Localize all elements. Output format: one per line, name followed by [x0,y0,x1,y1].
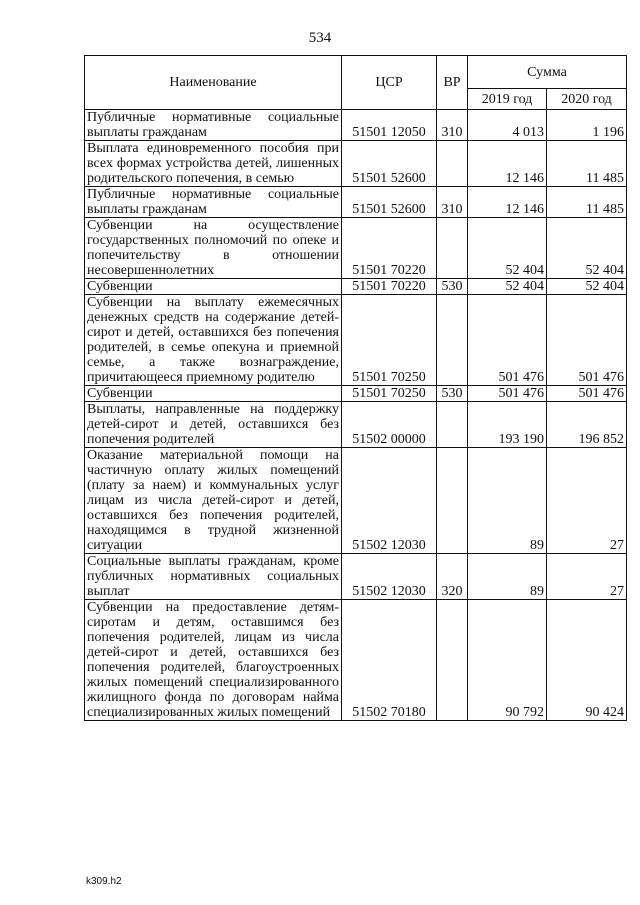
row-name: Публичные нормативные социальные выплаты гражданам [85,110,342,141]
row-sum-2020: 11 485 [547,141,627,187]
table-row [85,187,627,218]
row-name: Субвенции на выплату ежемесячных денежных средств на содержание детей-сирот и детей, оставшихся без попечения родителей, в семье опекуна и приемной семье, а также вознаграждение, причитающееся приемному родителю [85,295,342,386]
table-row [85,554,627,600]
row-csr: 51501 70250 [342,386,437,402]
table-row [85,386,627,402]
table-row [85,218,627,279]
row-sum-2019: 501 476 [468,295,547,386]
row-csr: 51501 70250 [342,295,437,386]
row-csr: 51501 12050 [342,110,437,141]
row-sum-2020: 196 852 [547,402,627,448]
row-vr: 530 [437,279,468,295]
row-sum-2019: 501 476 [468,386,547,402]
row-vr [437,295,468,386]
row-csr: 51502 12030 [342,448,437,554]
budget-table [84,55,627,721]
row-sum-2020: 90 424 [547,600,627,721]
row-name: Выплаты, направленные на поддержку детей-сирот и детей, оставшихся без попечения родителей [85,402,342,448]
row-name: Выплата единовременного пособия при всех формах устройства детей, лишенных родительского попечения, в семью [85,141,342,187]
row-name: Субвенции [85,279,342,295]
row-sum-2019: 4 013 [468,110,547,141]
row-vr [437,448,468,554]
row-vr: 530 [437,386,468,402]
row-name: Субвенции на осуществление государственных полномочий по опеке и попечительству в отношении несовершеннолетних [85,218,342,279]
row-name: Субвенции на предоставление детям-сиротам и детям, оставшимся без попечения родителей, лицам из числа детей-сирот и детей, оставшихся без попечения родителей, благоустроенных жилых помещений специализированного жилищного фонда по договорам найма специализированных жилых помещений [85,600,342,721]
row-sum-2019: 52 404 [468,218,547,279]
row-sum-2019: 12 146 [468,141,547,187]
header-vr: ВР [437,56,468,110]
table-row [85,448,627,554]
row-sum-2020: 1 196 [547,110,627,141]
footer-code: k309.h2 [86,876,122,887]
row-sum-2019: 89 [468,554,547,600]
row-vr: 310 [437,110,468,141]
row-sum-2020: 11 485 [547,187,627,218]
row-sum-2020: 52 404 [547,279,627,295]
row-vr [437,402,468,448]
header-name: Наименование [85,56,342,110]
row-sum-2019: 12 146 [468,187,547,218]
row-vr [437,141,468,187]
row-sum-2019: 193 190 [468,402,547,448]
row-name: Социальные выплаты гражданам, кроме публичных нормативных социальных выплат [85,554,342,600]
header-csr: ЦСР [342,56,437,110]
table-header-row [85,56,627,89]
header-year-2020: 2020 год [547,89,627,110]
header-year-2019: 2019 год [468,89,547,110]
row-name: Субвенции [85,386,342,402]
row-vr: 310 [437,187,468,218]
row-csr: 51502 12030 [342,554,437,600]
row-csr: 51501 70220 [342,218,437,279]
header-sum: Сумма [468,56,627,89]
row-vr: 320 [437,554,468,600]
row-sum-2020: 27 [547,554,627,600]
row-csr: 51501 52600 [342,141,437,187]
row-csr: 51501 70220 [342,279,437,295]
page-number: 534 [308,30,332,46]
row-sum-2020: 501 476 [547,386,627,402]
row-sum-2019: 52 404 [468,279,547,295]
row-sum-2019: 90 792 [468,600,547,721]
row-vr [437,600,468,721]
table-row [85,279,627,295]
row-vr [437,218,468,279]
table-row [85,295,627,386]
table-row [85,600,627,721]
row-sum-2020: 52 404 [547,218,627,279]
row-csr: 51501 52600 [342,187,437,218]
table-row [85,110,627,141]
row-csr: 51502 70180 [342,600,437,721]
table-row [85,141,627,187]
row-sum-2019: 89 [468,448,547,554]
row-name: Оказание материальной помощи на частичную оплату жилых помещений (плату за наем) и коммунальных услуг лицам из числа детей-сирот и детей, оставшихся без попечения родителей, находящимся в трудной жизненной ситуации [85,448,342,554]
row-csr: 51502 00000 [342,402,437,448]
row-sum-2020: 501 476 [547,295,627,386]
row-sum-2020: 27 [547,448,627,554]
table-body [85,110,627,721]
row-name: Публичные нормативные социальные выплаты гражданам [85,187,342,218]
table-row [85,402,627,448]
